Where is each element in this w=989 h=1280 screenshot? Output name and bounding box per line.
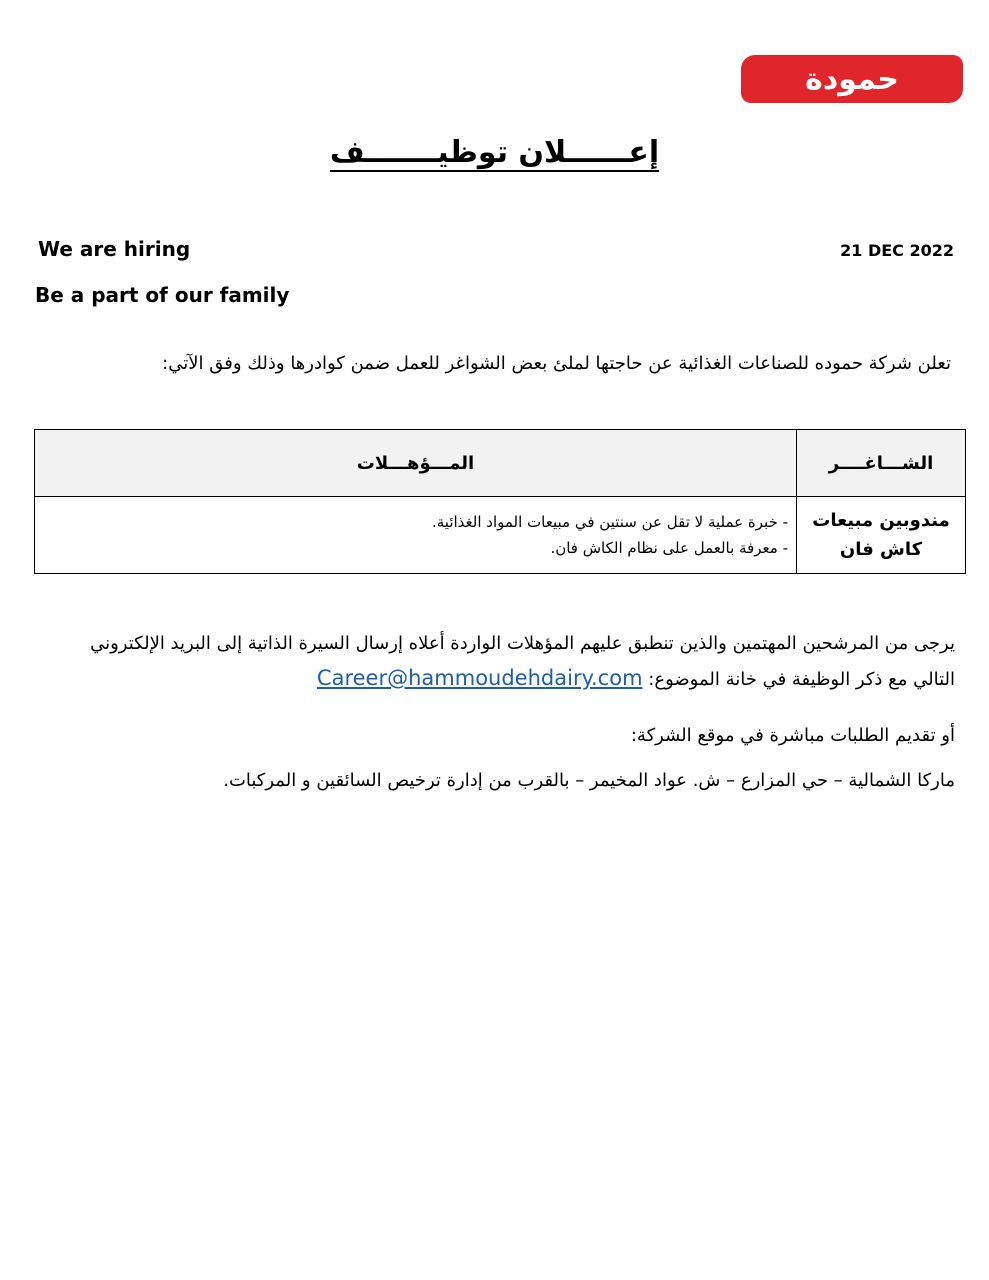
position-cell bbox=[797, 497, 966, 574]
company-address: ماركا الشمالية – حي المزارع – ش. عواد المخيمر – بالقرب من إدارة ترخيص السائقين و المركبات. bbox=[223, 770, 955, 791]
header-position: الشـــاغــــر bbox=[797, 430, 966, 497]
we-are-hiring-text: We are hiring bbox=[38, 237, 191, 261]
or-apply-text: أو تقديم الطلبات مباشرة في موقع الشركة: bbox=[630, 725, 955, 746]
apply-line-2 bbox=[25, 661, 955, 697]
career-email-link[interactable]: Career@hammoudehdairy.com bbox=[316, 666, 643, 690]
logo-text: حمودة bbox=[805, 61, 899, 97]
page-title bbox=[0, 135, 989, 170]
company-logo bbox=[741, 55, 963, 103]
table-row bbox=[35, 497, 966, 574]
table-header-row bbox=[35, 430, 966, 497]
qualifications-cell bbox=[35, 497, 797, 574]
apply-paragraph bbox=[25, 627, 955, 697]
qualification-item: - خبرة عملية لا تقل عن سنتين في مبيعات المواد الغذائية. bbox=[431, 513, 788, 531]
apply-line-1: يرجى من المرشحين المهتمين والذين تنطبق عليهم المؤهلات الواردة أعلاه إرسال السيرة الذاتية إلى البريد الإلكتروني bbox=[90, 633, 955, 654]
jobs-table bbox=[34, 429, 966, 574]
intro-paragraph: تعلن شركة حموده للصناعات الغذائية عن حاجتها لملئ بعض الشواغر للعمل ضمن كوادرها وذلك وفق الآتي: bbox=[162, 353, 951, 374]
header-qualifications: المـــؤهـــلات bbox=[35, 430, 797, 497]
title-text: إعــــــلان توظيـــــــف bbox=[329, 135, 660, 170]
announcement-date: 21 DEC 2022 bbox=[840, 241, 954, 260]
family-text: Be a part of our family bbox=[35, 283, 290, 307]
position-name: مندوبين مبيعات كاش فان bbox=[812, 510, 950, 560]
qualification-item: - معرفة بالعمل على نظام الكاش فان. bbox=[550, 539, 788, 557]
apply-line-2-text: التالي مع ذكر الوظيفة في خانة الموضوع: bbox=[648, 669, 955, 690]
